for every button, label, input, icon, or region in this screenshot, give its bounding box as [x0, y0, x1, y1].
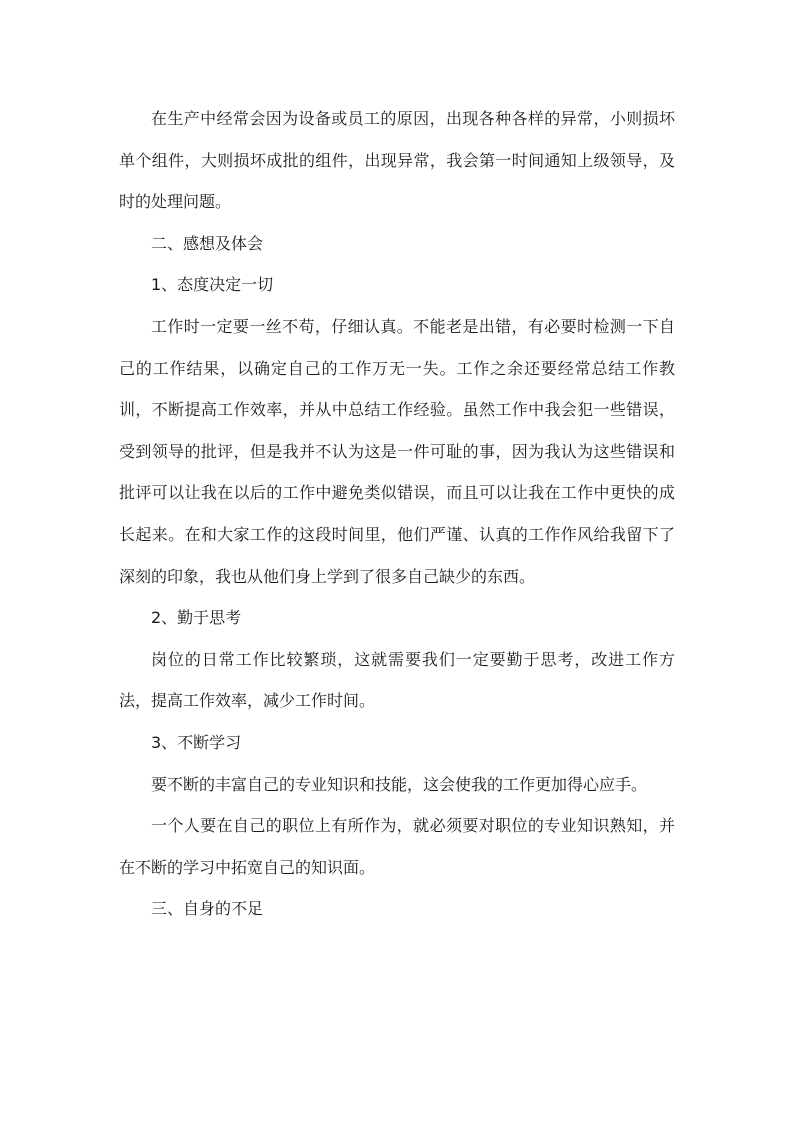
paragraph-attitude: 工作时一定要一丝不苟，仔细认真。不能老是出错，有必要时检测一下自己的工作结果，以确定自己的工作万无一失。工作之余还要经常总结工作教训，不断提高工作效率，并从中总结工作经验。虽然工作中我会犯一些错误，受到领导的批评，但是我并不认为这是一件可耻的事，因为我认为这些错误和批评可以让我在以后的工作中避免类似错误，而且可以让我在工作中更快的成长起来。在和大家工作的这段时间里，他们严谨、认真的工作作风给我留下了深刻的印象，我也从他们身上学到了很多自己缺少的东西。 — [119, 316, 675, 586]
heading-shortcomings: 三、自身的不足 — [151, 899, 264, 919]
heading-reflections: 二、感想及体会 — [151, 233, 264, 253]
paragraph-thinking: 岗位的日常工作比较繁琐，这就需要我们一定要勤于思考，改进工作方法，提高工作效率，减少工作时间。 — [119, 649, 675, 711]
document-body — [119, 98, 675, 930]
paragraph-learning-2: 一个人要在自己的职位上有所作为，就必须要对职位的专业知识熟知，并在不断的学习中拓宽自己的知识面。 — [119, 816, 675, 877]
subheading-thinking: 2、勤于思考 — [151, 608, 242, 628]
paragraph-learning-1: 要不断的丰富自己的专业知识和技能，这会使我的工作更加得心应手。 — [151, 774, 648, 794]
paragraph-exceptions: 在生产中经常会因为设备或员工的原因，出现各种各样的异常，小则损坏单个组件，大则损坏成批的组件，出现异常，我会第一时间通知上级领导，及时的处理问题。 — [119, 109, 675, 212]
subheading-learning: 3、不断学习 — [151, 732, 242, 752]
subheading-attitude: 1、态度决定一切 — [151, 275, 274, 295]
